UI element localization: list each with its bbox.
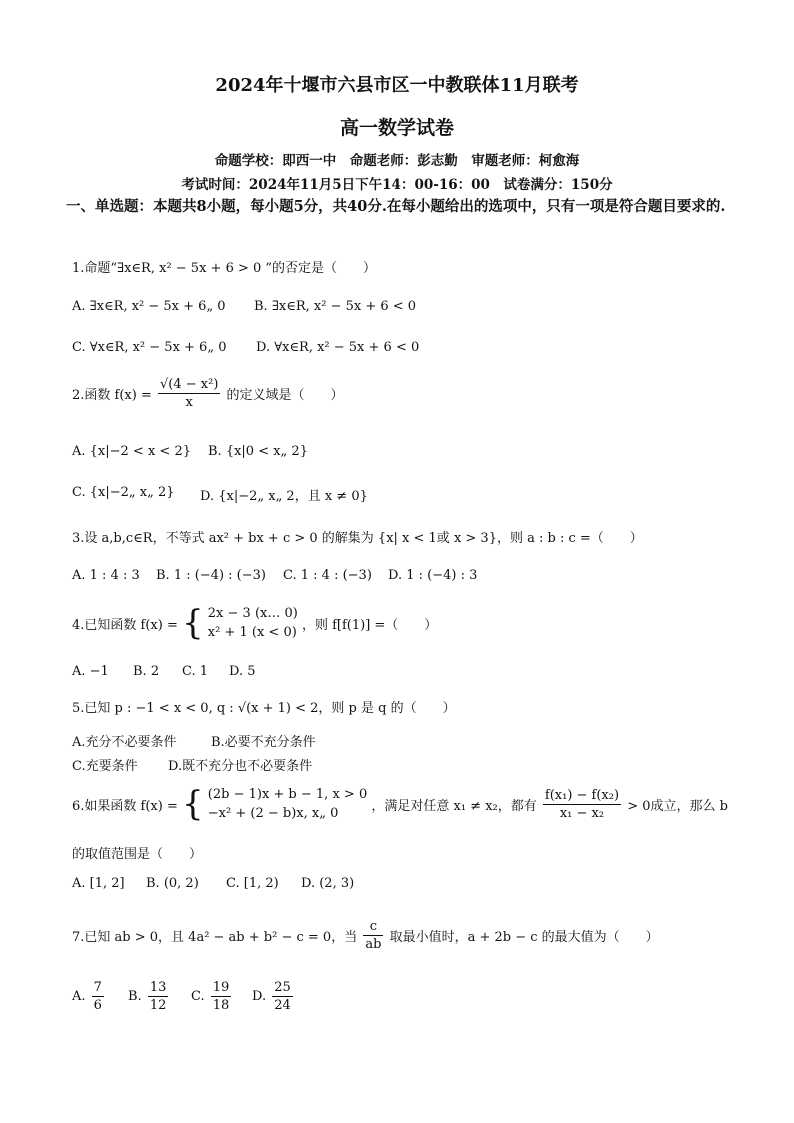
q6-fraction: [543, 787, 621, 822]
q6-middle: ，满足对任意 x₁ ≠ x₂，都有: [371, 798, 537, 814]
exam-info-line: 考试时间：2024年11月5日下午14：00-16：00 试卷满分：150分: [181, 177, 613, 193]
q6-option-d: D. (2, 3): [301, 876, 355, 891]
q2-fraction: [158, 376, 220, 411]
q7-prefix: 7.已知 ab > 0，且 4a² − ab + b² − c = 0，当: [72, 930, 358, 945]
q6-case-1: (2b − 1)x + b − 1, x > 0: [207, 787, 368, 802]
q7-option-a-fraction: [92, 979, 104, 1014]
q5-option-c: C.充要条件: [72, 759, 138, 774]
q4-prefix: 4.已知函数 f(x) =: [72, 617, 178, 633]
q7-suffix: 取最小值时，a + 2b − c 的最大值为（ ）: [389, 930, 659, 945]
q7-option-d-fraction: [272, 979, 293, 1014]
q7-stem: [72, 918, 659, 953]
q7-fraction-denominator: ab: [365, 937, 382, 952]
q4-option-a: A. −1: [72, 664, 109, 679]
q7-option-a-label: A.: [72, 989, 86, 1004]
q4-stem: [72, 604, 437, 642]
q2-fraction-denominator: x: [185, 395, 193, 410]
q3-option-d: D. 1 : (−4) : 3: [388, 568, 478, 583]
q1-option-a: A. ∃x∈R, x² − 5x + 6„ 0: [72, 299, 226, 314]
q2-option-a: A. {x|−2 < x < 2}: [72, 444, 191, 459]
q6-option-b: B. (0, 2): [146, 876, 199, 891]
q4-case-1: 2x − 3 (x… 0): [207, 606, 298, 621]
q7-option-c-label: C.: [191, 989, 205, 1004]
q1-stem: 1.命题“∃x∈R, x² − 5x + 6 > 0 ”的否定是（ ）: [72, 261, 377, 276]
q7-option-b-denominator: 12: [149, 998, 167, 1013]
q3-option-b: B. 1 : (−4) : (−3): [156, 568, 266, 583]
q2-stem: [72, 376, 344, 411]
q6-suffix: > 0成立，那么 b: [627, 798, 728, 814]
q7-fraction: [363, 918, 383, 953]
q7-option-d-denominator: 24: [274, 998, 291, 1013]
q4-option-d: D. 5: [229, 664, 256, 679]
q2-option-c: C. {x|−2„ x„ 2}: [72, 485, 175, 500]
left-brace: {: [182, 784, 204, 824]
q1-option-b: B. ∃x∈R, x² − 5x + 6 < 0: [254, 299, 417, 314]
q2-fraction-numerator: √(4 − x²): [160, 377, 219, 392]
q7-option-a-denominator: 6: [93, 998, 102, 1013]
q2-prefix: 2.函数 f(x) =: [72, 388, 152, 403]
q2-suffix: 的定义域是（ ）: [226, 388, 344, 403]
q7-option-c-denominator: 18: [212, 998, 230, 1013]
q3-option-c: C. 1 : 4 : (−3): [283, 568, 372, 583]
q4-cases: [208, 604, 298, 642]
q6-prefix: 6.如果函数 f(x) =: [72, 798, 178, 814]
left-brace: {: [182, 603, 204, 643]
q7-option-d-numerator: 25: [274, 980, 291, 995]
q7-option-a: [72, 979, 106, 1014]
q2-option-d: D. {x|−2„ x„ 2，且 x ≠ 0}: [200, 489, 368, 504]
q7-option-a-numerator: 7: [93, 980, 102, 995]
q7-option-d: [252, 979, 295, 1014]
q1-option-c: C. ∀x∈R, x² − 5x + 6„ 0: [72, 340, 227, 355]
q7-option-c-fraction: [211, 979, 232, 1014]
q6-stem-line2: 的取值范围是（ ）: [72, 847, 203, 862]
section-heading: 一、单选题：本题共8小题，每小题5分，共40分.在每小题给出的选项中，只有一项是符合题目要求的.: [66, 198, 726, 215]
q6-stem: [72, 785, 728, 823]
q7-option-c-numerator: 19: [212, 980, 230, 995]
q4-case-2: x² + 1 (x < 0): [207, 625, 297, 640]
q6-cases: [208, 785, 367, 823]
q7-option-d-label: D.: [252, 989, 267, 1004]
q7-option-b-numerator: 13: [149, 980, 167, 995]
q4-option-c: C. 1: [182, 664, 209, 679]
q4-option-b: B. 2: [133, 664, 160, 679]
q6-fraction-numerator: f(x₁) − f(x₂): [544, 787, 620, 803]
q4-suffix: ，则 f[f(1)] =（ ）: [301, 617, 438, 633]
exam-subtitle: 高一数学试卷: [339, 117, 454, 139]
q6-option-a: A. [1, 2]: [72, 876, 125, 891]
q7-option-b-fraction: [148, 979, 169, 1014]
q7-option-b-label: B.: [128, 989, 142, 1004]
q7-fraction-numerator: c: [363, 918, 383, 936]
exam-title: 2024年十堰市六县市区一中教联体11月联考: [215, 75, 579, 96]
q5-option-b: B.必要不充分条件: [211, 735, 316, 750]
q6-case-2: −x² + (2 − b)x, x„ 0: [207, 806, 339, 821]
q2-option-b: B. {x|0 < x„ 2}: [208, 444, 308, 459]
q3-option-a: A. 1 : 4 : 3: [72, 568, 140, 583]
q5-option-d: D.既不充分也不必要条件: [168, 759, 313, 774]
authors-line: 命题学校：即西一中 命题老师：彭志勤 审题老师：柯愈海: [214, 153, 580, 169]
q6-option-c: C. [1, 2): [226, 876, 279, 891]
q5-option-a: A.充分不必要条件: [72, 735, 177, 750]
q3-stem: 3.设 a,b,c∈R，不等式 ax² + bx + c > 0 的解集为 {x| x < 1或 x > 3}，则 a : b : c =（ ）: [72, 531, 643, 546]
q5-stem: 5.已知 p : −1 < x < 0, q : √(x + 1) < 2，则 p 是 q 的（ ）: [72, 701, 456, 716]
q6-fraction-denominator: x₁ − x₂: [559, 805, 605, 821]
q7-option-c: [191, 979, 233, 1014]
q1-option-d: D. ∀x∈R, x² − 5x + 6 < 0: [256, 340, 420, 355]
q7-option-b: [128, 979, 170, 1014]
